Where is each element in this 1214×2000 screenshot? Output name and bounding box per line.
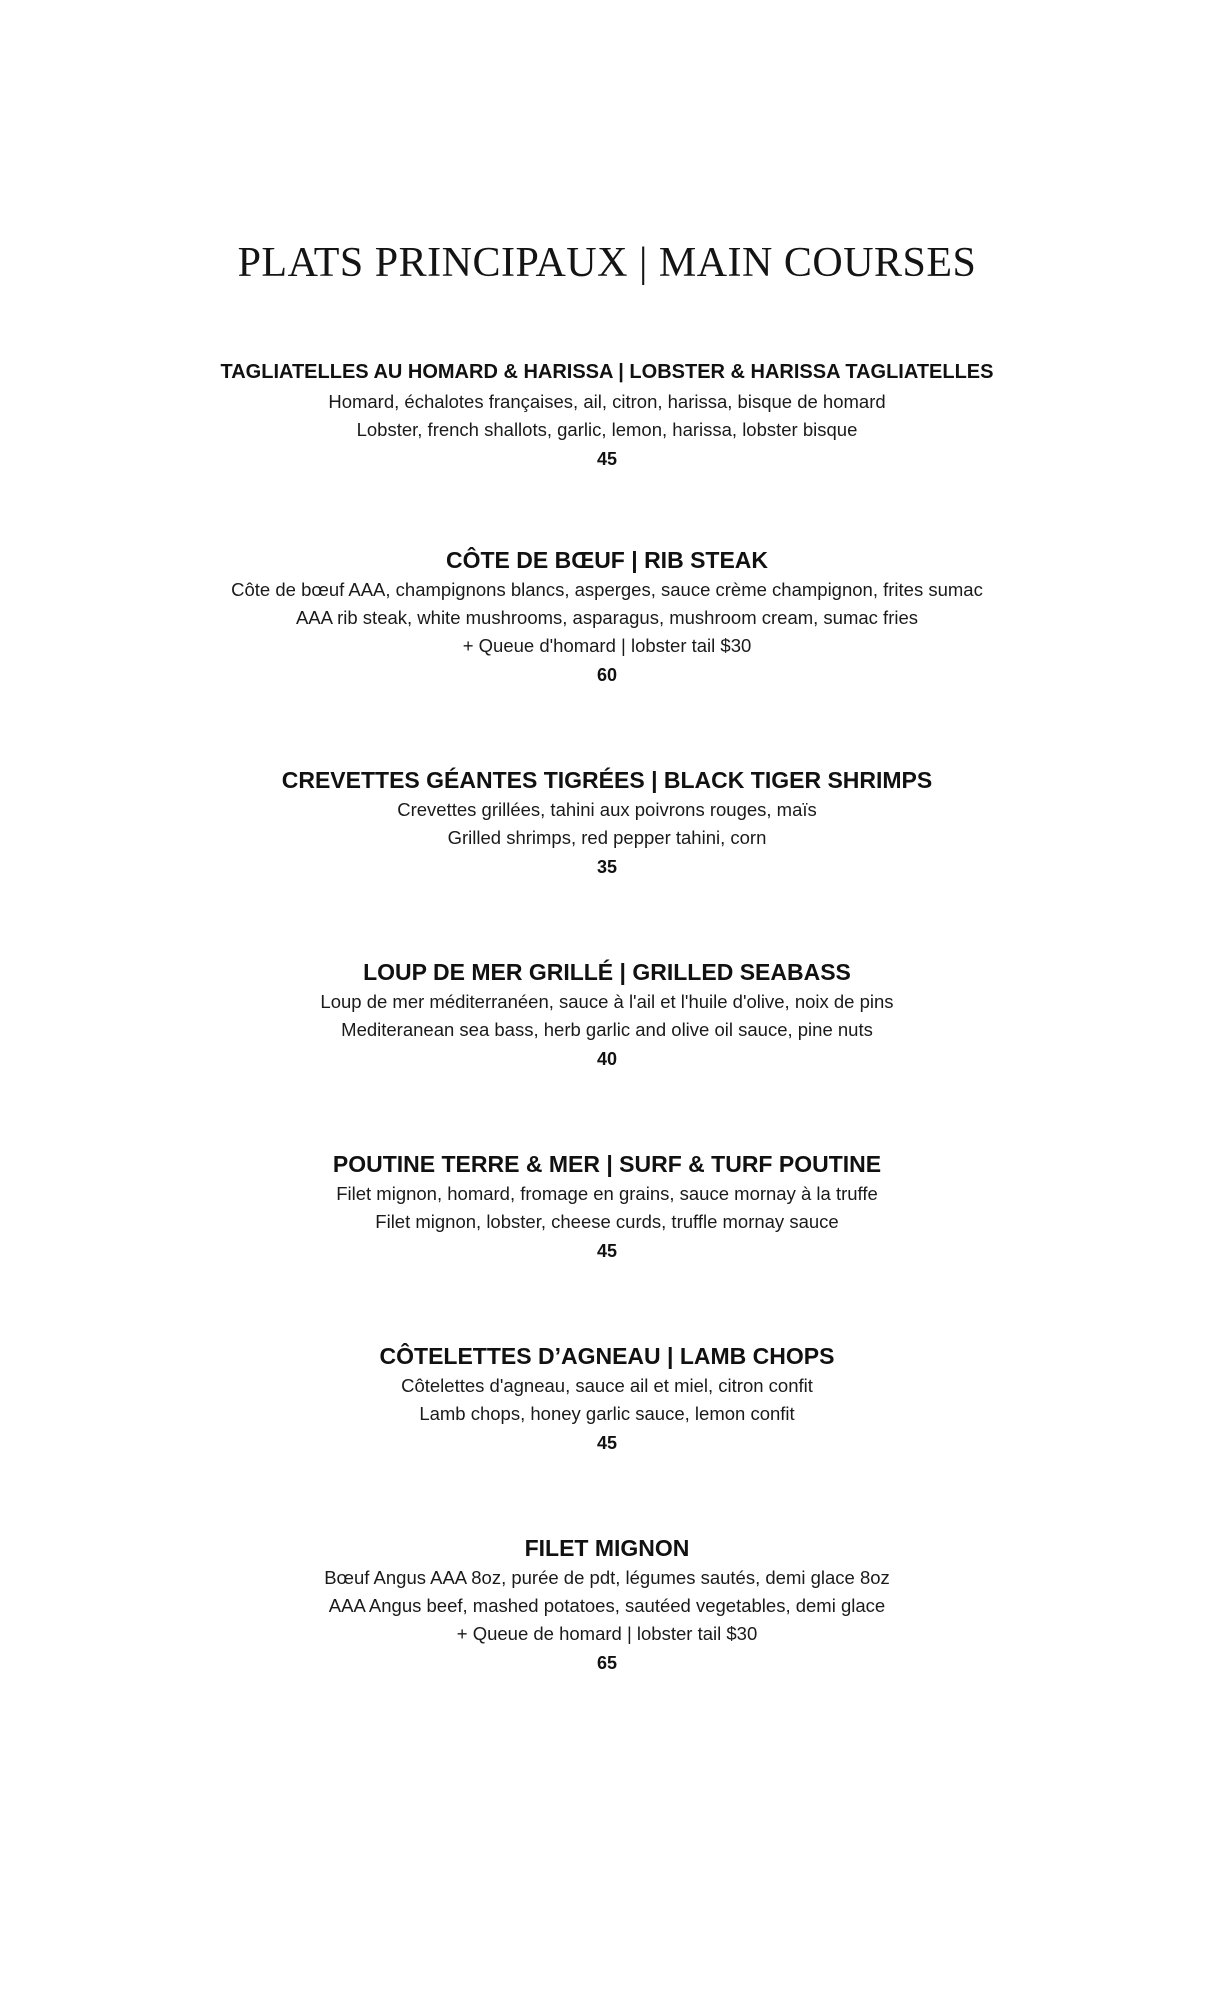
item-description-en: AAA Angus beef, mashed potatoes, sautéed vegetables, demi glace	[328, 1595, 886, 1616]
item-name: TAGLIATELLES AU HOMARD & HARISSA | LOBSTER & HARISSA TAGLIATELLES	[220, 361, 994, 383]
item-price: 60	[596, 665, 618, 685]
item-description-fr: Homard, échalotes françaises, ail, citron, harissa, bisque de homard	[328, 391, 886, 412]
menu-item-tiger-shrimps	[0, 764, 1214, 882]
item-price: 45	[596, 1241, 618, 1261]
menu-item-lamb-chops	[0, 1340, 1214, 1458]
item-price: 45	[596, 1433, 618, 1453]
item-name: POUTINE TERRE & MER | SURF & TURF POUTINE	[332, 1151, 882, 1177]
item-description-en: Lamb chops, honey garlic sauce, lemon confit	[419, 1403, 795, 1424]
item-price: 35	[596, 857, 618, 877]
item-name: CÔTELETTES D’AGNEAU | LAMB CHOPS	[379, 1343, 835, 1369]
item-description-en: AAA rib steak, white mushrooms, asparagus, mushroom cream, sumac fries	[295, 607, 919, 628]
item-description-fr: Bœuf Angus AAA 8oz, purée de pdt, légumes sautés, demi glace 8oz	[324, 1567, 890, 1588]
item-name: CREVETTES GÉANTES TIGRÉES | BLACK TIGER SHRIMPS	[281, 767, 933, 793]
item-addon: + Queue d'homard | lobster tail $30	[462, 635, 752, 656]
item-description-fr: Côtelettes d'agneau, sauce ail et miel, citron confit	[401, 1375, 813, 1396]
item-addon: + Queue de homard | lobster tail $30	[456, 1623, 758, 1644]
item-name: LOUP DE MER GRILLÉ | GRILLED SEABASS	[363, 959, 851, 985]
menu-title: PLATS PRINCIPAUX | MAIN COURSES	[237, 240, 977, 286]
item-description-fr: Côte de bœuf AAA, champignons blancs, asperges, sauce crème champignon, frites sumac	[231, 579, 983, 600]
menu-item-grilled-seabass	[0, 956, 1214, 1074]
item-description-fr: Crevettes grillées, tahini aux poivrons rouges, maïs	[397, 799, 817, 820]
item-description-en: Lobster, french shallots, garlic, lemon, harissa, lobster bisque	[356, 419, 858, 440]
menu-item-surf-turf-poutine	[0, 1148, 1214, 1266]
menu-item-rib-steak	[0, 544, 1214, 690]
item-name: FILET MIGNON	[524, 1535, 690, 1561]
item-description-en: Mediteranean sea bass, herb garlic and olive oil sauce, pine nuts	[341, 1019, 873, 1040]
menu-item-lobster-tagliatelles	[0, 356, 1214, 474]
item-price: 45	[596, 449, 618, 469]
item-description-en: Filet mignon, lobster, cheese curds, truffle mornay sauce	[375, 1211, 839, 1232]
item-description-fr: Filet mignon, homard, fromage en grains, sauce mornay à la truffe	[336, 1183, 878, 1204]
item-name: CÔTE DE BŒUF | RIB STEAK	[445, 547, 769, 573]
item-description-fr: Loup de mer méditerranéen, sauce à l'ail et l'huile d'olive, noix de pins	[320, 991, 894, 1012]
item-price: 40	[596, 1049, 618, 1069]
item-description-en: Grilled shrimps, red pepper tahini, corn	[447, 827, 767, 848]
menu-item-filet-mignon	[0, 1532, 1214, 1678]
item-price: 65	[596, 1653, 618, 1673]
